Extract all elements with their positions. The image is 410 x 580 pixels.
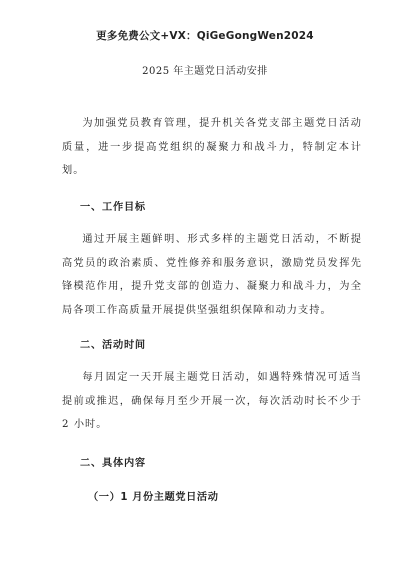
intro-paragraph: 为加强党员教育管理，提升机关各党支部主题党日活动质量，进一步提高党组织的凝聚力和战斗力，特制定本计划。 bbox=[62, 118, 362, 176]
subsection-heading-january: （一）1 月份主题党日活动 bbox=[88, 492, 219, 503]
section-heading-content: 二、具体内容 bbox=[80, 458, 146, 469]
document-title: 2025 年主题党日活动安排 bbox=[142, 66, 268, 77]
time-paragraph: 每月固定一天开展主题党日活动，如遇特殊情况可适当提前或推迟，确保每月至少开展一次，每次活动时长不少于 2 小时。 bbox=[62, 372, 362, 430]
goals-paragraph: 通过开展主题鲜明、形式多样的主题党日活动，不断提高党员的政治素质、党性修养和服务意识，激励党员发挥先锋模范作用，提升党支部的创造力、凝聚力和战斗力，为全局各项工作高质量开展提供坚强组织保障和动力支持。 bbox=[62, 234, 362, 316]
section-heading-time: 二、活动时间 bbox=[80, 340, 146, 351]
section-heading-goals: 一、工作目标 bbox=[80, 202, 146, 213]
promo-header: 更多免费公文+VX：QiGeGongWen2024 bbox=[96, 30, 314, 42]
